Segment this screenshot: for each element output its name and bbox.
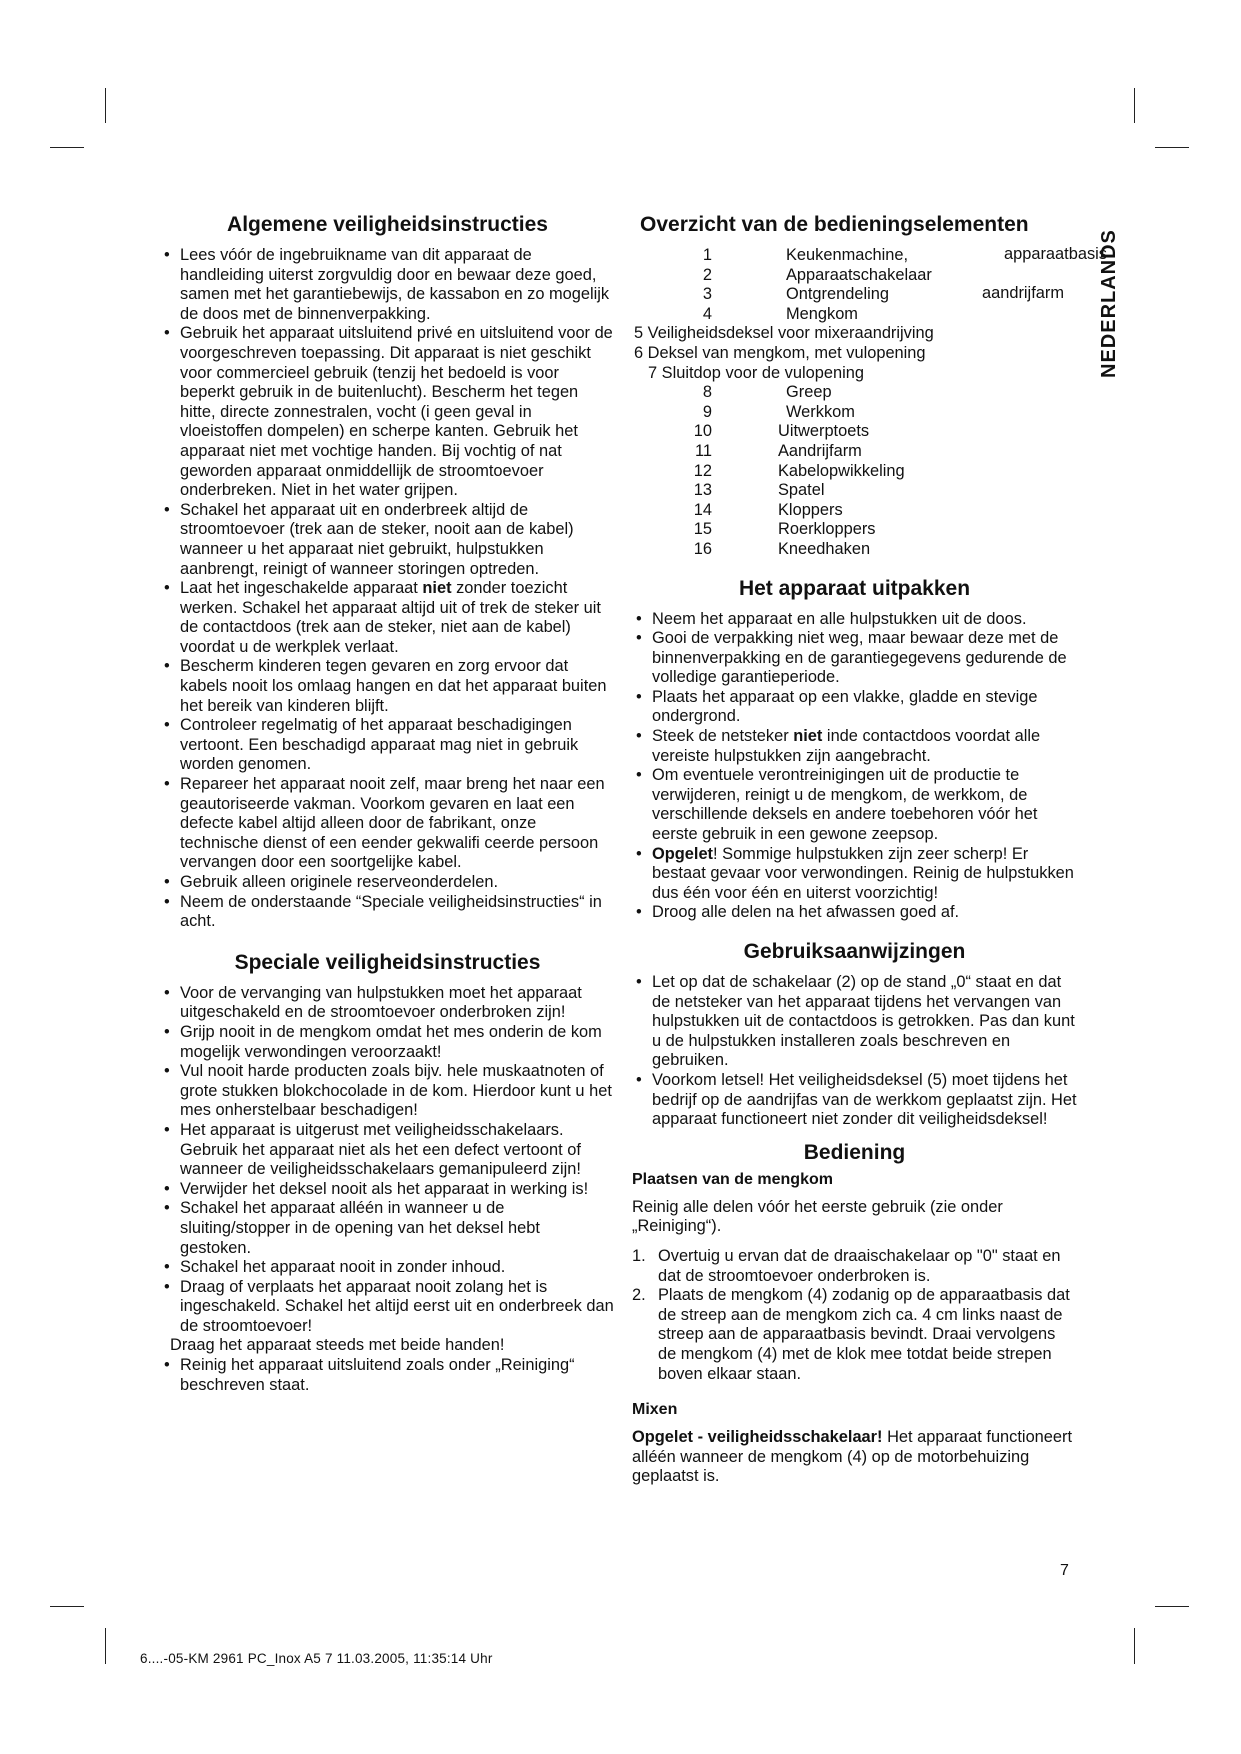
part-number: 15	[693, 520, 712, 539]
step-text: Overtuig u ervan dat de draaischakelaar op "0" staat en dat de stroomtoevoer onderbroken is.	[658, 1246, 1061, 1285]
part-line: 6 Deksel van mengkom, met vulopening	[634, 343, 926, 362]
crop-mark	[1134, 1628, 1135, 1664]
part-label: Roerkloppers	[778, 520, 876, 539]
step-text: Plaats de mengkom (4) zodanig op de apparaatbasis dat de streep aan de mengkom zich ca. 4 cm links naast de streep aan de apparaatbasis bevindt. Draai vervolgens de mengkom (4) met de klok mee totdat beide strepen boven elkaar staan.	[658, 1286, 1070, 1383]
overview-extra-label: aandrijfarm	[982, 284, 1064, 302]
list-item: • Verwijder het deksel nooit als het apparaat in werking is!	[160, 1180, 615, 1200]
part-number: 11	[694, 441, 712, 460]
table-row	[632, 520, 905, 540]
table-row	[632, 442, 905, 462]
parts-table	[632, 246, 932, 324]
list-item-text: inde contactdoos voordat alle vereiste hulpstukken zijn aangebracht.	[652, 727, 1041, 765]
list-item: • Het apparaat is uitgerust met veiligheidsschakelaars. Gebruik het apparaat niet als het een defect vertoont of wanneer de veiligheidsschakelaars gemanipuleerd zijn!	[160, 1121, 615, 1180]
table-row	[632, 501, 905, 521]
part-number: 4	[702, 304, 712, 323]
crop-mark	[50, 1606, 84, 1607]
list-item: • Schakel het apparaat alléén in wanneer u de sluiting/stopper in de opening van het deksel hebt gestoken.	[160, 1199, 615, 1258]
list-item	[632, 1286, 1077, 1384]
general-safety-heading: Algemene veiligheidsinstructies	[227, 213, 548, 236]
page-number: 7	[1060, 1562, 1069, 1579]
list-item	[160, 579, 615, 657]
list-item: • Gebruik alleen originele reserveonderdelen.	[160, 873, 615, 893]
list-item: • Gooi de verpakking niet weg, maar bewaar deze met de binnenverpakking en de garantiegegevens gedurende de volledige garantieperiode.	[632, 629, 1077, 688]
crop-mark	[105, 1628, 106, 1664]
table-row	[632, 481, 905, 501]
part-line: 7 Sluitdop voor de vulopening	[648, 363, 864, 382]
list-item: • Repareer het apparaat nooit zelf, maar breng het naar een geautoriseerde vakman. Voorkom gevaren en laat een defecte kabel altijd alleen door de fabrikant, onze technische dienst of een eender gekwalifi ceerde persoon vervangen door een soortgelijke kabel.	[160, 775, 615, 873]
table-row	[632, 403, 905, 423]
warning-label: Opgelet - veiligheidsschakelaar!	[632, 1428, 883, 1447]
list-item	[632, 727, 1077, 766]
list-item: • Let op dat de schakelaar (2) op de stand „0“ staat en dat de netsteker van het apparaat tijdens het vervangen van hulpstukken uit de contactdoos is getrokken. Pas dan kunt u de hulpstukken installeren zoals beschreven en gebruiken.	[632, 973, 1077, 1071]
list-item: • Reinig het apparaat uitsluitend zoals onder „Reiniging“ beschreven staat.	[160, 1356, 615, 1395]
table-row	[632, 266, 932, 286]
part-label: Apparaatschakelaar	[786, 265, 932, 284]
step-number: 2.	[632, 1286, 646, 1305]
table-row	[632, 246, 932, 266]
list-item: • Bescherm kinderen tegen gevaren en zorg ervoor dat kabels nooit los omlaag hangen en dat het apparaat buiten het bereik van kinderen blijft.	[160, 657, 615, 716]
special-safety-list	[160, 984, 615, 1395]
inline-parts	[634, 324, 1077, 383]
language-side-label	[1098, 218, 1122, 378]
warning-label: Opgelet	[652, 844, 714, 863]
list-item-text: zonder toezicht werken. Schakel het apparaat altijd uit of trek de steker uit de contactdoos (trek aan de steker, niet aan de kabel) voordat u de werkplek verlaat.	[180, 579, 601, 656]
part-number: 2	[702, 265, 712, 284]
table-row	[632, 422, 905, 442]
mix-paragraph	[632, 1428, 1077, 1487]
table-row	[632, 383, 905, 403]
list-item	[632, 1247, 1077, 1286]
list-item: • Voor de vervanging van hulpstukken moet het apparaat uitgeschakeld en de stroomtoevoer onderbroken zijn!	[160, 984, 615, 1023]
step-number: 1.	[632, 1246, 646, 1265]
list-item: • Gebruik het apparaat uitsluitend privé en uitsluitend voor de voorgeschreven toepassing. Dit apparaat is niet geschikt voor commercieel gebruik (tenzij het bedoeld is voor beperkt gebruik in de buitenlucht). Bescherm het tegen hitte, directe zonnestralen, vocht (i geen geval in vloeistoffen dompelen) en scherpe kanten. Gebruik het apparaat niet met vochtige handen. Bij vochtig of nat geworden apparaat onmiddellijk de stroomtoevoer onderbreken. Niet in het water grijpen.	[160, 324, 615, 500]
part-number: 14	[693, 500, 712, 519]
crop-mark	[105, 88, 106, 123]
list-item: • Schakel het apparaat uit en onderbreek altijd de stroomtoevoer (trek aan de steker, nooit aan de kabel) wanneer u het apparaat niet gebruikt, hulpstukken aanbrengt, reinigt of wanneer storingen optreden.	[160, 501, 615, 579]
part-label: Uitwerptoets	[778, 422, 870, 441]
paragraph-text: Het apparaat functioneert alléén wanneer de mengkom (4) op de motorbehuizing geplaatst is.	[632, 1428, 1073, 1486]
parts-table-2	[632, 383, 905, 559]
part-number: 3	[702, 285, 712, 304]
list-item: • Grijp nooit in de mengkom omdat het mes onderin de kom mogelijk verwondingen veroorzaakt!	[160, 1023, 615, 1062]
part-label: Spatel	[778, 481, 825, 500]
emphasis-text: niet	[422, 579, 452, 598]
part-number: 9	[702, 402, 712, 421]
operation-heading: Bediening	[803, 1140, 906, 1164]
crop-mark	[1155, 147, 1189, 148]
part-line: 5 Veiligheidsdeksel voor mixeraandrijving	[634, 324, 934, 343]
unpack-heading: Het apparaat uitpakken	[738, 576, 971, 600]
side-label-text: NEDERLANDS	[1098, 229, 1120, 378]
crop-mark	[1134, 88, 1135, 123]
part-label: Kloppers	[778, 500, 843, 519]
list-item: • Neem het apparaat en alle hulpstukken uit de doos.	[632, 610, 1077, 630]
part-number: 16	[693, 539, 712, 558]
list-item: • Lees vóór de ingebruikname van dit apparaat de handleiding uiterst zorgvuldig door en bewaar deze goed, samen met het garantiebewijs, de kassabon en zo mogelijk de doos met de binnenverpakking.	[160, 246, 615, 324]
list-item: Draag het apparaat steeds met beide handen!	[170, 1336, 505, 1355]
list-item: • Neem de onderstaande “Speciale veiligheidsinstructies“ in acht.	[160, 893, 615, 932]
part-number: 8	[702, 383, 712, 402]
list-item: • Vul nooit harde producten zoals bijv. hele muskaatnoten of grote stukken blokchocolade in de kom. Hierdoor kunt u het mes onherstelbaar beschadigen!	[160, 1062, 615, 1121]
mix-subheading: Mixen	[632, 1401, 678, 1419]
part-label: Ontgrendeling	[786, 285, 889, 304]
list-item: • Droog alle delen na het afwassen goed af.	[632, 903, 1077, 923]
special-safety-heading: Speciale veiligheidsinstructies	[234, 950, 541, 974]
list-item: • Om eventuele verontreinigingen uit de productie te verwijderen, reinigt u de mengkom, de werkkom, de verschillende deksels en andere toebehoren vóór het eerste gebruik in een gewone zeepsop.	[632, 766, 1077, 844]
list-item	[632, 845, 1077, 904]
crop-mark	[50, 147, 84, 148]
emphasis-text: niet	[793, 727, 823, 746]
usage-heading: Gebruiksaanwijzingen	[743, 940, 966, 963]
part-number: 12	[693, 461, 712, 480]
controls-overview-heading: Overzicht van de bedieningselementen	[640, 213, 1029, 236]
part-label: Aandrijfarm	[778, 441, 862, 460]
list-item-text: Laat het ingeschakelde apparaat	[180, 579, 423, 598]
list-item: • Draag of verplaats het apparaat nooit zolang het is ingeschakeld. Schakel het altijd eerst uit en onderbreek dan de stroomtoevoer!	[160, 1278, 615, 1337]
part-label: Kneedhaken	[778, 539, 871, 558]
table-row	[632, 285, 932, 305]
part-number: 1	[702, 246, 712, 264]
list-item: • Plaats het apparaat op een vlakke, gladde en stevige ondergrond.	[632, 688, 1077, 727]
unpack-list	[632, 610, 1077, 924]
part-label: Werkkom	[786, 402, 855, 421]
list-item: • Controleer regelmatig of het apparaat beschadigingen vertoont. Een beschadigd apparaat mag niet in gebruik worden genomen.	[160, 716, 615, 775]
list-item: • Schakel het apparaat nooit in zonder inhoud.	[160, 1258, 615, 1278]
part-label: Mengkom	[786, 304, 858, 323]
crop-mark	[1155, 1606, 1189, 1607]
print-footer: 6....-05-KM 2961 PC_Inox A5 7 11.03.2005, 11:35:14 Uhr	[140, 1651, 493, 1666]
table-row	[632, 305, 932, 325]
part-number: 13	[693, 481, 712, 500]
operation-intro: Reinig alle delen vóór het eerste gebruik (zie onder „Reiniging“).	[632, 1197, 1003, 1236]
operation-steps	[632, 1247, 1077, 1384]
place-bowl-subheading: Plaatsen van de mengkom	[632, 1170, 833, 1188]
table-row	[632, 462, 905, 482]
right-column	[632, 212, 1077, 1497]
overview-extra-label: apparaatbasis	[1004, 245, 1107, 263]
part-label: Kabelopwikkeling	[778, 461, 905, 480]
usage-list	[632, 973, 1077, 1130]
list-item: • Voorkom letsel! Het veiligheidsdeksel (5) moet tijdens het bedrijf op de aandrijfas van de werkkom geplaatst zijn. Het apparaat functioneert niet zonder dit veiligheidsdeksel!	[632, 1071, 1077, 1130]
general-safety-list	[160, 246, 615, 932]
part-label: Keukenmachine,	[786, 246, 909, 264]
list-item-text: ! Sommige hulpstukken zijn zeer scherp! Er bestaat gevaar voor verwondingen. Reinig de hulpstukken dus één voor één en uiterst voorzichtig!	[652, 844, 1074, 902]
part-number: 10	[693, 422, 712, 441]
part-label: Greep	[786, 383, 832, 402]
table-row	[632, 540, 905, 560]
left-column	[160, 212, 615, 1395]
list-item-text: Steek de netsteker	[652, 727, 794, 746]
